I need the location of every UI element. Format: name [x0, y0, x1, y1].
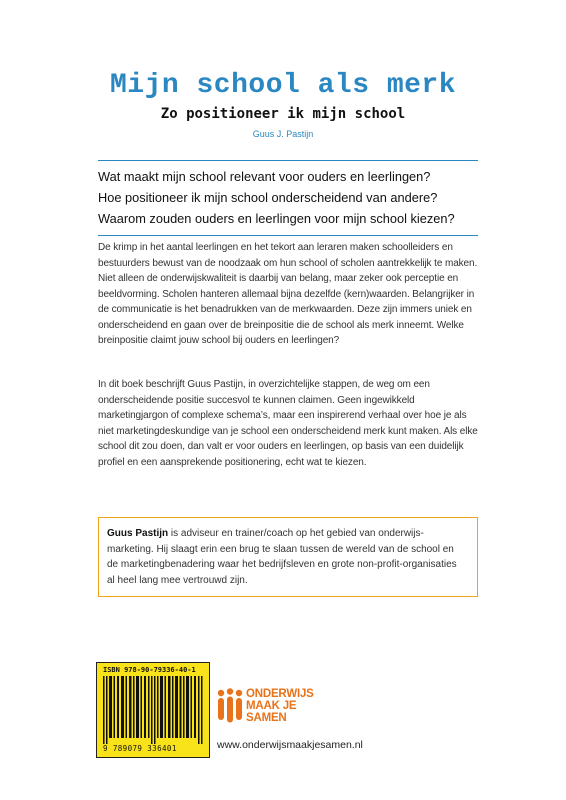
publisher-url[interactable]: www.onderwijsmaakjesamen.nl	[217, 739, 363, 751]
question-1: Wat maakt mijn school relevant voor ouders en leerlingen?	[98, 169, 431, 184]
logo-wordmark	[246, 688, 314, 724]
author-bio-text: is adviseur en trainer/coach op het gebied van onderwijs-marketing. Hij slaagt erin een brug te slaan tussen de wereld van de school en de marketingbenadering waar het bedrijfsleven en grote non-profit-organisaties al heel lang mee vertrouwd zijn.	[107, 528, 457, 586]
ean-number: 9 789079 336401	[103, 744, 177, 753]
key-questions	[98, 160, 478, 236]
logo-line-3: SAMEN	[246, 712, 287, 724]
question-3: Waarom zouden ouders en leerlingen voor mijn school kiezen?	[98, 211, 455, 226]
author-bio-box	[98, 517, 478, 597]
logo-line-1: ONDERWIJS	[246, 688, 314, 700]
book-author: Guus J. Pastijn	[252, 129, 314, 139]
publisher-logo	[216, 688, 336, 728]
blurb-paragraph-2: In dit boek beschrijft Guus Pastijn, in overzichtelijke stappen, de weg om een onderscheidende positie succesvol te kunnen claimen. Geen ingewikkeld marketingjargon of complexe schema’s, maar een inspirerend verhaal over hoe je als niet marketingdeskundige van je school een onderscheidend merk kunt maken. Als elke school dit zou doen, dan valt er voor ouders en leerlingen, op basis van een duidelijk profiel en een aansprekende positionering, echt wat te kiezen.	[98, 379, 478, 468]
book-subtitle: Zo positioneer ik mijn school	[160, 106, 406, 122]
question-2: Hoe positioneer ik mijn school onderscheidend van andere?	[98, 190, 438, 205]
book-title: Mijn school als merk	[109, 70, 457, 101]
people-figures-icon	[216, 688, 244, 728]
logo-line-2: MAAK JE	[246, 700, 297, 712]
isbn-barcode	[96, 662, 210, 758]
blurb-paragraph-1: De krimp in het aantal leerlingen en het tekort aan leraren maken schoolleiders en bestuurders bewust van de noodzaak om hun school of scholen aantrekkelijk te maken. Niet alleen de onderwijskwaliteit is daarbij van belang, maar zeker ook perceptie en beeldvorming. Scholen hanteren allemaal bijna dezelfde (kern)waarden. Belangrijker in de communicatie is het benadrukken van de merkwaarden. Deze zijn immers uniek en onderscheidend en gaan over de breinpositie die de school als merk inneemt. Welke breinpositie claimt jouw school bij ouders en leerlingen?	[98, 242, 478, 346]
isbn-label: ISBN 978-90-79336-40-1	[103, 666, 196, 674]
author-name: Guus Pastijn	[107, 528, 169, 539]
barcode-bars	[103, 676, 203, 744]
